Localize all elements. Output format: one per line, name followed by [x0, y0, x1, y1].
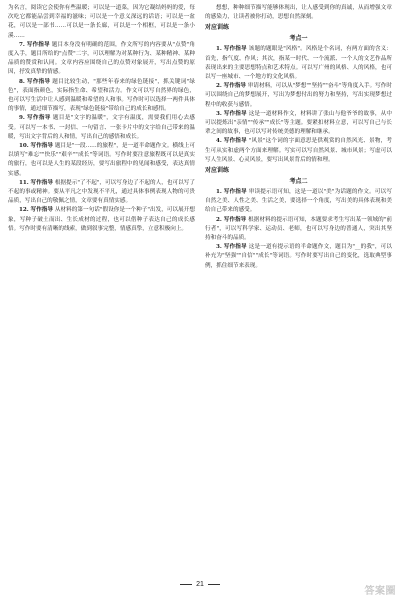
answer-item: [8, 179, 195, 207]
item-text: 这是一道材料作文，材料讲了张山与他爷爷的故事，从中可以提炼出"亲情""传承""成长"等主题。要紧扣材料立意，可以写自己与长辈之间的故事，也可以写对传统美德的理解和继承。: [205, 110, 392, 136]
item-heading: 写作指导: [30, 207, 54, 214]
item-heading: 写作指导: [223, 189, 247, 196]
watermark-logo: 答案圈: [364, 586, 396, 597]
item-text: 题目比较生动，"那些年春来的绿色链接"，抓关键词"绿色"，表面指颜色，实际指生命、希望和活力。作文可以写自然界的绿色，也可以写生活中让人感到温暖和希望的人和事。写作时可以选择一两件具体的事情，通过细节描写，表现"绿色链接"带给自己的成长和感悟。: [8, 78, 195, 113]
footer-dash-right: [208, 584, 220, 585]
item-heading: 写作指导: [26, 41, 50, 48]
item-heading: 写作指导: [223, 46, 247, 53]
item-heading: 写作指导: [223, 138, 247, 145]
answer-item: [205, 110, 392, 138]
item-number: 10.: [19, 143, 29, 150]
paragraph: [205, 4, 392, 22]
item-heading: 写作指导: [223, 244, 247, 251]
item-number: 4.: [216, 138, 222, 145]
answer-item: [205, 45, 392, 82]
item-number: 8.: [19, 78, 25, 85]
item-text: 该题的题眼是"风格"。风格是个名词，有两方面的含义：首先，指气度、作风；其次，指某一时代、一个流派、一个人的文艺作品所表现出来的主要思想特点和艺术特点。可以写广州的风格、人的风格，也可以写一座城市、一个地方的文化风格。: [205, 46, 392, 81]
left-column: [8, 4, 195, 570]
item-number: 2.: [216, 216, 222, 223]
answer-item: [205, 137, 392, 165]
page-footer: [0, 576, 400, 592]
answer-item: [205, 82, 392, 110]
right-column: [205, 4, 392, 570]
item-number: 12.: [19, 207, 29, 214]
text-columns: [8, 4, 392, 570]
section-title: 对应训练: [205, 167, 230, 175]
item-number: 1.: [216, 46, 222, 53]
footer-dash-left: [180, 584, 192, 585]
item-heading: 写作指导: [30, 143, 54, 150]
item-text: 根据材料的提示语可知，本题要求考生写出某一领域的"前行者"，可以写科学家、运动员、老师，也可以写身边的普通人，突出其坚持和奋斗的品质。: [205, 216, 392, 242]
item-heading: 写作指导: [223, 83, 247, 90]
paragraph: [8, 4, 195, 41]
item-heading: 写作指导: [26, 115, 51, 122]
item-number: 3.: [216, 110, 222, 117]
item-text: 题目是"文字的温暖"，文字有温度，需要我们用心去感受。可以写一本书、一封信、一句留言、一张卡片中的文字给自己带来的温暖，写出文字背后的人和情，写出自己的感悟和成长。: [8, 115, 195, 140]
item-number: 9.: [19, 115, 25, 122]
item-text: 根据提示"了不起"，可以写身边了不起的人，也可以写了不起的事或精神。要从平凡之中发现不平凡，通过具体事例表现人物的可贵品质，写出自己的敬佩之情，文章要有真情实感。: [8, 179, 195, 205]
item-text: 从材料的第一句话"假设你是一个种子"出发，可以展开想象，写种子破土而出、生长成材的过程，也可以借种子表达自己的成长感悟。写作时要有清晰的线索，做到叙事完整，情感真挚，立意积极向上。: [8, 207, 195, 232]
paragraph-text: 为名言，阅读它会使你有些温暖；可以是一道菜，因为它凝结妈妈的爱，每次吃它都能品尝到幸福的滋味；可以是一个意义深远的话语；可以是一盆花，可以是一部书……可以是一条长廊，可以是一个相框，可以是一条小溪……: [8, 5, 195, 39]
point-heading: 考点一: [289, 35, 308, 43]
point-heading: 考点二: [289, 178, 308, 186]
item-text: 题目本身没有明确的范围，作文所写的内容要从"点赞"角度入手，题目所给的"点赞"二字，可以理解为对某种行为、某种精神、某种品质的赞赏和认同。文章内容应围绕自己的点赞对象展开，写出点赞的原因，抒发真挚的情感。: [8, 41, 195, 76]
item-text: "风景"这个词的字面意思是供观赏的自然风光、景物，考生可从实和虚两个方面来理解。写实可以写自然风景、城市风景；写虚可以写人生风景、心灵风景，要写出风景背后的情和理。: [205, 138, 392, 163]
item-heading: 写作指导: [223, 110, 247, 117]
answer-item: [205, 216, 392, 244]
item-heading: 写作指导: [26, 78, 51, 85]
item-number: 3.: [216, 244, 222, 251]
item-number: 1.: [216, 189, 222, 196]
item-number: 2.: [216, 83, 222, 90]
answer-item: [8, 114, 195, 142]
answer-item: [8, 206, 195, 234]
item-number: 11.: [19, 179, 29, 186]
page-number: 21: [196, 580, 204, 588]
item-text: 这是一道有提示语的半命题作文，题目为"__的我"，可以补充为"坚强""自信""成长"等词语。写作时要写出自己的变化，选取典型事例，抓住细节来表现。: [205, 244, 392, 269]
item-number: 7.: [19, 41, 25, 48]
item-heading: 写作指导: [30, 179, 54, 186]
item-heading: 写作指导: [223, 216, 247, 223]
answer-item: [8, 142, 195, 179]
item-text: 审读提示语可知，这是一道以"美"为话题的作文。可以写自然之美、人性之美、生活之美，要选择一个角度，写出美的具体表现和美给自己带来的感受。: [205, 189, 392, 214]
paragraph-text: 想想，种种细节描写能够体现出，让人感受到你的真诚，从而增强文章的感染力，让读者被你打动，思想自然深刻。: [205, 5, 392, 21]
answer-item: [8, 78, 195, 115]
answer-item: [8, 41, 195, 78]
section-title: 对应训练: [205, 24, 230, 32]
item-text: 审请材料，可以从"梦想""坚持""奋斗"等角度入手。写作时可以围绕自己的梦想展开，写出为梦想付出的努力和坚持，写出实现梦想过程中的收获与感悟。: [205, 83, 392, 108]
answer-item: [205, 188, 392, 216]
answer-item: [205, 243, 392, 271]
item-text: 题目是"一段……的旅程"，是一道半命题作文。横线上可以填写"难忘""快乐""艰辛""成长"等词语。写作时要注意旅程既可以是真实的旅行，也可以是人生的某段经历，要写出旅程中的见闻和感受，表达真情实感。: [8, 143, 195, 177]
